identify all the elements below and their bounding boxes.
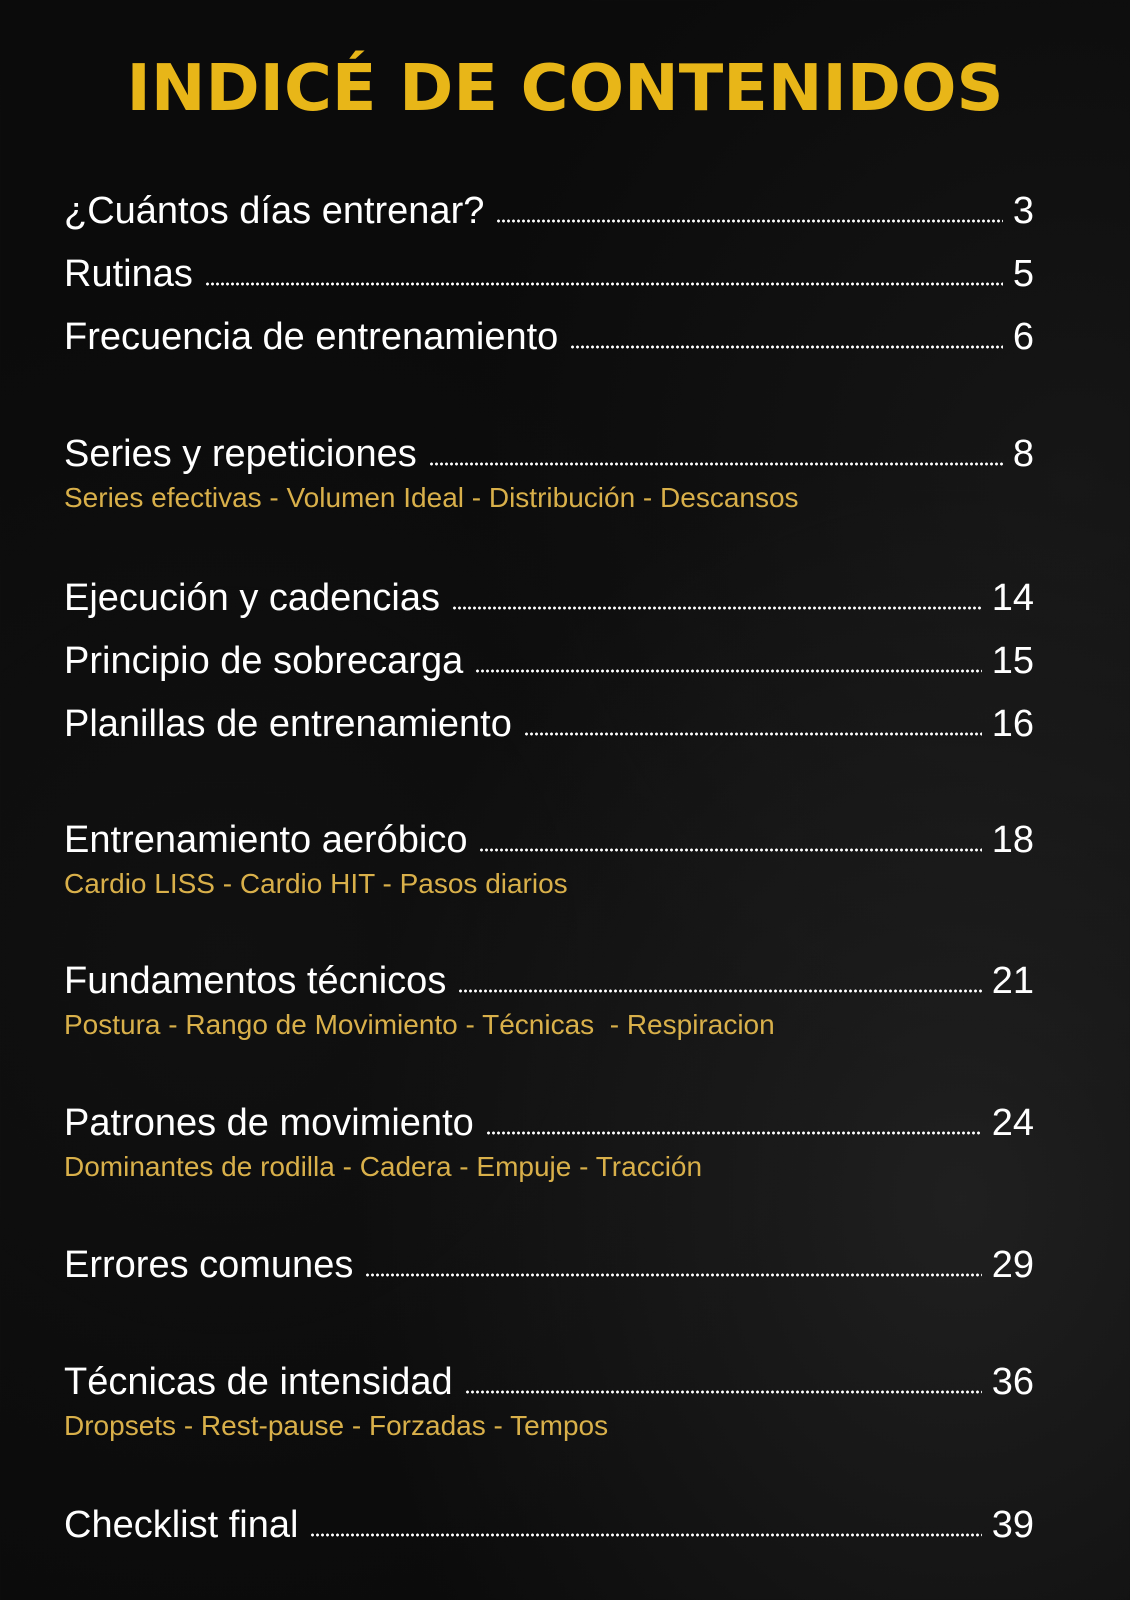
- entry-page-number: 36: [991, 1361, 1034, 1403]
- page-title: INDICÉ DE CONTENIDOS: [126, 52, 1004, 126]
- dot-leader: [452, 606, 982, 610]
- entry-label: Técnicas de intensidad: [64, 1361, 453, 1403]
- entry-page-number: 15: [991, 640, 1034, 682]
- entry-page-number: 39: [991, 1504, 1034, 1546]
- entry-subtopics: Postura - Rango de Movimiento - Técnicas - Respiracion: [64, 1009, 775, 1040]
- toc-entry-patrones[interactable]: [64, 1100, 1034, 1184]
- dot-leader: [458, 989, 981, 993]
- dot-leader: [479, 848, 981, 852]
- dot-leader: [486, 1131, 982, 1135]
- entry-label: Checklist final: [64, 1504, 299, 1546]
- entry-page-number: 8: [1012, 433, 1034, 475]
- toc-entry-sobrecarga[interactable]: [64, 638, 1034, 684]
- entry-page-number: 21: [991, 960, 1034, 1002]
- dot-leader: [205, 282, 1003, 286]
- entry-page-number: 18: [991, 819, 1034, 861]
- entry-label: Rutinas: [64, 253, 193, 295]
- entry-label: Fundamentos técnicos: [64, 960, 447, 1002]
- dot-leader: [570, 345, 1003, 349]
- entry-page-number: 3: [1012, 190, 1034, 232]
- dot-leader: [465, 1390, 982, 1394]
- entry-subtopics: Series efectivas - Volumen Ideal - Distribución - Descansos: [64, 482, 799, 513]
- dot-leader: [429, 462, 1003, 466]
- entry-label: Entrenamiento aeróbico: [64, 819, 468, 861]
- entry-label: Errores comunes: [64, 1244, 354, 1286]
- entry-label: ¿Cuántos días entrenar?: [64, 190, 485, 232]
- toc-entry-checklist[interactable]: [64, 1502, 1034, 1548]
- dot-leader: [475, 669, 981, 673]
- entry-subtopics: Dominantes de rodilla - Cadera - Empuje - Tracción: [64, 1151, 703, 1182]
- entry-page-number: 16: [991, 703, 1034, 745]
- toc-entry-errores[interactable]: [64, 1242, 1034, 1288]
- entry-page-number: 24: [991, 1102, 1034, 1144]
- entry-label: Principio de sobrecarga: [64, 640, 464, 682]
- entry-label: Series y repeticiones: [64, 433, 417, 475]
- toc-entry-tecnicas-intensidad[interactable]: [64, 1359, 1034, 1443]
- toc-entry-aerobico[interactable]: [64, 817, 1034, 901]
- toc-entry-frecuencia[interactable]: [64, 314, 1034, 360]
- entry-page-number: 5: [1012, 253, 1034, 295]
- dot-leader: [365, 1273, 981, 1277]
- entry-subtopics: Dropsets - Rest-pause - Forzadas - Tempos: [64, 1410, 609, 1441]
- entry-page-number: 14: [991, 577, 1034, 619]
- entry-label: Planillas de entrenamiento: [64, 703, 512, 745]
- toc-entry-planillas[interactable]: [64, 701, 1034, 747]
- entry-page-number: 6: [1012, 316, 1034, 358]
- toc-entry-ejecucion[interactable]: [64, 575, 1034, 621]
- entry-subtopics: Cardio LISS - Cardio HIT - Pasos diarios: [64, 868, 568, 899]
- dot-leader: [496, 219, 1003, 223]
- toc-entry-rutinas[interactable]: [64, 251, 1034, 297]
- dot-leader: [524, 732, 982, 736]
- dot-leader: [310, 1533, 981, 1537]
- toc-entry-cuantos-dias[interactable]: [64, 188, 1034, 234]
- entry-label: Ejecución y cadencias: [64, 577, 440, 619]
- toc-entry-series[interactable]: [64, 431, 1034, 515]
- entry-page-number: 29: [991, 1244, 1034, 1286]
- entry-label: Patrones de movimiento: [64, 1102, 474, 1144]
- toc-entry-fundamentos[interactable]: [64, 958, 1034, 1042]
- entry-label: Frecuencia de entrenamiento: [64, 316, 559, 358]
